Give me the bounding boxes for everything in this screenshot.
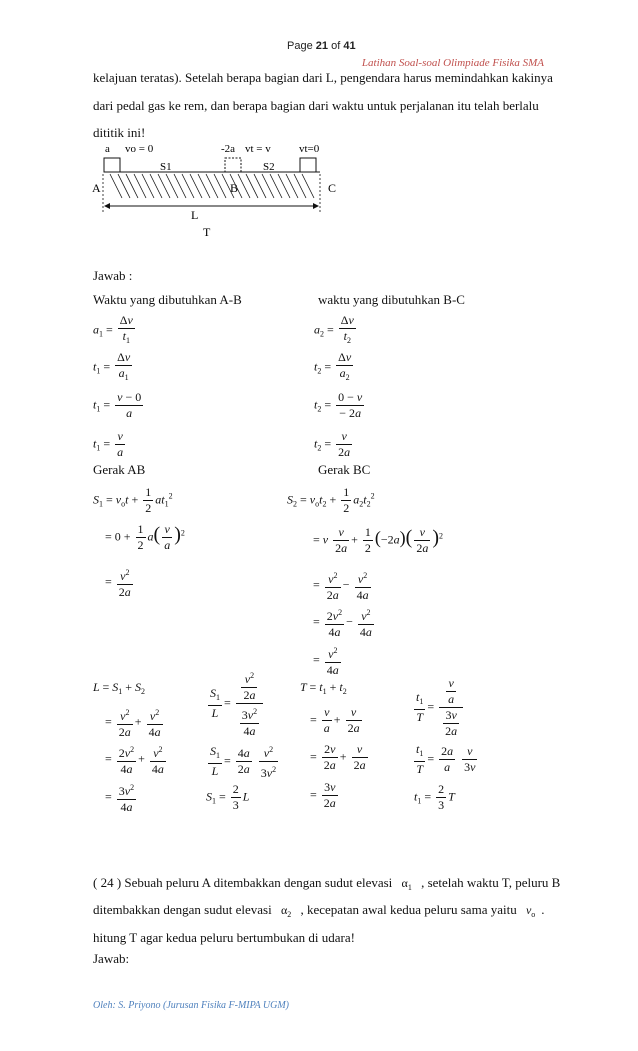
eq-s1-result: = $\frac{v^2}{2a}$	[105, 565, 135, 600]
eq-L-sub: = $\frac{v^2}{2a}$ + $\frac{v^2}{4a}$	[105, 705, 165, 740]
eq-t1-sub: $t_1$ = $\frac{v - 0}{a}$	[93, 390, 142, 420]
eq-a1: $a_1$ = $\frac{\Delta v}{t_1}$	[93, 313, 133, 345]
eq-t2-delta: $t_2$ = $\frac{\Delta v}{a_2}$	[314, 350, 352, 382]
problem24-line-3: hitung T agar kedua peluru bertumbukan di udara!	[93, 930, 355, 945]
eq-L-step2: = $\frac{2v^2}{4a}$ + $\frac{v^2}{4a}$	[105, 742, 168, 777]
alpha1-symbol: $\alpha_1$	[401, 876, 412, 892]
problem24-jawab: Jawab:	[93, 951, 130, 966]
intro-line-3: dititik ini!	[93, 125, 146, 140]
eq-s1-over-L: $\frac{S_1}{L}$ = $\frac{\frac{v^2}{2a}}{\frac{3v^2}{4a}}$	[206, 668, 265, 739]
footer-author: Oleh: S. Priyono (Jurusan Fisika F-MIPA UGM)	[93, 1000, 289, 1011]
page-of: of	[331, 40, 341, 52]
label-s1: S1	[160, 161, 172, 173]
eq-a2: $a_2$ = $\frac{\Delta v}{t_2}$	[314, 313, 354, 345]
label-B: B	[230, 181, 239, 195]
car-middle	[225, 158, 241, 172]
alpha2-symbol: $\alpha_2$	[280, 903, 292, 919]
problem24-line-1-b: , setelah waktu T, peluru B	[421, 875, 561, 890]
eq-t1-over-T-step: $\frac{t_1}{T}$ = $\frac{2a}{a}$ $\frac{v}{3v}$	[416, 742, 476, 776]
vo-symbol: $v_o$	[525, 903, 536, 919]
car-start	[104, 158, 120, 172]
page-indicator	[287, 40, 356, 52]
eq-s2-step3: = $\frac{2v^2}{4a}$ − $\frac{v^2}{4a}$	[313, 605, 376, 640]
label-vt-v: vt = v	[245, 143, 271, 155]
problem24-line-2-a: ditembakkan dengan sudut elevasi	[93, 902, 272, 917]
eq-t1-over-T: $\frac{t_1}{T}$ = $\frac{\frac{v}{a}}{\frac{3v}{2a}}$	[412, 676, 465, 739]
eq-L-formula: $L = S_1 + S_2$	[93, 680, 146, 696]
label-vo: vo = 0	[125, 143, 154, 155]
page-number: 21	[315, 40, 329, 52]
page-total: 41	[343, 40, 356, 52]
eq-t2-result: $t_2$ = $\frac{v}{2a}$	[314, 429, 351, 459]
problem24-line-1	[93, 873, 560, 898]
label-L: L	[191, 208, 199, 222]
label-T: T	[203, 225, 211, 239]
heading-waktu-bc: waktu yang dibutuhkan B-C	[318, 292, 465, 307]
eq-t1-result: $t_1$ = $\frac{v}{a}$	[93, 429, 124, 459]
intro-line-2: dari pedal gas ke rem, dan berapa bagian dari waktu untuk perjalanan itu telah berlalu	[93, 98, 539, 113]
intro-line-1: kelajuan teratas). Setelah berapa bagian dari L, pengendara harus memindahkan kakinya	[93, 70, 553, 85]
eq-s2-sub: = v $\frac{v}{2a}$ + $\frac{1}{2}$ (−2a)( $\frac{v}{2a}$ )$^2$	[313, 525, 444, 555]
label-A: A	[92, 181, 101, 195]
label-neg-a: -2a	[221, 143, 236, 155]
car-end	[300, 158, 316, 172]
eq-T-step2: = $\frac{2v}{2a}$ + $\frac{v}{2a}$	[310, 742, 366, 772]
running-title: Latihan Soal-soal Olimpiade Fisika SMA	[361, 57, 544, 69]
problem24-line-1-a: ( 24 ) Sebuah peluru A ditembakkan dengan sudut elevasi	[93, 875, 393, 890]
eq-s2-step2: = $\frac{v^2}{2a}$ − $\frac{v^2}{4a}$	[313, 568, 373, 603]
eq-s1-sub: = 0 + $\frac{1}{2}$ a( $\frac{v}{a}$ )$^2$	[105, 522, 185, 552]
label-vt0: vt=0	[299, 143, 320, 155]
eq-T-sub: = $\frac{v}{a}$ + $\frac{v}{2a}$	[310, 705, 360, 735]
eq-t1-delta: $t_1$ = $\frac{\Delta v}{a_1}$	[93, 350, 131, 382]
eq-L-result: = $\frac{3v^2}{4a}$	[105, 780, 138, 815]
motion-diagram	[88, 140, 388, 240]
problem24-line-2: ditembakkan dengan sudut elevasi $\alpha_2$ , kecepatan awal kedua peluru sama yaitu $v_o$ .	[93, 902, 545, 919]
heading-waktu-ab: Waktu yang dibutuhkan A-B	[93, 292, 242, 307]
label-s2: S2	[263, 161, 275, 173]
heading-gerak-bc: Gerak BC	[318, 462, 371, 477]
ground-hatching	[110, 174, 314, 198]
eq-s1-over-L-step: $\frac{S_1}{L}$ = $\frac{4a}{2a}$ $\frac{v^2}{3v^2}$	[210, 744, 277, 780]
jawab-label: Jawab :	[93, 268, 133, 283]
page-prefix: Page	[287, 40, 313, 52]
eq-T-result: = $\frac{3v}{2a}$	[310, 780, 336, 810]
eq-t2-sub: $t_2$ = $\frac{0 - v}{- 2a}$	[314, 390, 363, 420]
problem24-line-2-b: , kecepatan awal kedua peluru sama yaitu	[300, 902, 517, 917]
eq-T-formula: $T = t_1 + t_2$	[300, 680, 347, 696]
eq-s1-result: $S_1$ = $\frac{2}{3}$ L	[206, 782, 250, 812]
eq-s1-formula: $S_1 = v_ot$ + $\frac{1}{2}$ $at_1^2$	[93, 485, 173, 515]
heading-gerak-ab: Gerak AB	[93, 462, 146, 477]
eq-s2-result: = $\frac{v^2}{4a}$	[313, 643, 343, 678]
label-a: a	[105, 143, 110, 155]
label-C: C	[328, 181, 337, 195]
eq-t1-result: $t_1$ = $\frac{2}{3}$ T	[414, 782, 455, 812]
eq-s2-formula: $S_2 = v_ot_2$ + $\frac{1}{2}$ $a_2t_2^2$	[287, 485, 375, 515]
